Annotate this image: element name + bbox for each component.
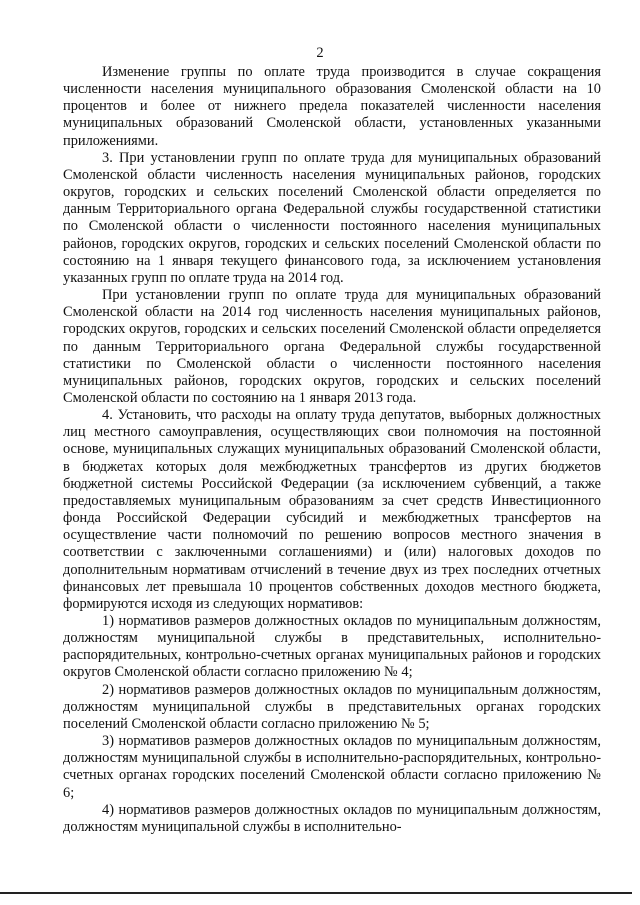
paragraph-2014-groups: При установлении групп по оплате труда для муниципальных образований Смоленской области на 2014 год численность населения муниципальных районов, городских округов, городских и сельских поселений Смоленской области определяется по данным Территориального органа Федеральной службы государственной статистики по Смоленской области о численности постоянного населения муниципальных районов, городских округов, городских и сельских поселений Смоленской области по состоянию на 1 января 2013 года.: [63, 287, 601, 406]
list-item-norm-1: 1) нормативов размеров должностных окладов по муниципальным должностям, должностям муниципальной службы в представительных, исполнительно-распорядительных, контрольно-счетных органах муниципальных районов и городских округов Смоленской области согласно приложению № 4;: [63, 613, 601, 681]
list-item-norm-4: 4) нормативов размеров должностных окладов по муниципальным должностям, должностям муниципальной службы в исполнительно-: [63, 801, 601, 835]
list-item-norm-2: 2) нормативов размеров должностных окладов по муниципальным должностям, должностям муниципальной службы в представительных органах городских поселений Смоленской области согласно приложению № 5;: [63, 681, 601, 732]
page-number: 2: [316, 45, 324, 61]
paragraph-item-4: 4. Установить, что расходы на оплату труда депутатов, выборных должностных лиц местного самоуправления, осуществляющих свои полномочия на постоянной основе, муниципальных служащих муниципальных образований Смоленской области, в бюджетах которых доля межбюджетных трансфертов из других бюджетов бюджетной системы Российской Федерации (за исключением субвенций, а также предоставляемых муниципальным образованиям за счет средств Инвестиционного фонда Российской Федерации субсидий и межбюджетных трансфертов на осуществление части полномочий по решению вопросов местного значения в соответствии с заключенными соглашениями) и (или) налоговых доходов по дополнительным нормативам отчислений в течение двух из трех последних отчетных финансовых лет превышала 10 процентов собственных доходов местного бюджета, формируются исходя из следующих нормативов:: [63, 407, 601, 612]
page-bottom-rule: [0, 892, 632, 894]
document-body: [63, 64, 601, 836]
list-item-norm-3: 3) нормативов размеров должностных окладов по муниципальным должностям, должностям муниципальной службы в исполнительно-распорядительных, контрольно-счетных органах городских поселений Смоленской области согласно приложению № 6;: [63, 733, 601, 801]
paragraph-group-change: Изменение группы по оплате труда производится в случае сокращения численности населения муниципального образования Смоленской области на 10 процентов и более от нижнего предела показателей численности населения муниципальных образований Смоленской области, установленных указанными приложениями.: [63, 64, 601, 149]
paragraph-item-3: 3. При установлении групп по оплате труда для муниципальных образований Смоленской области численность населения муниципальных районов, городских округов, городских и сельских поселений Смоленской области определяется по данным Территориального органа Федеральной службы государственной статистики по Смоленской области о численности постоянного населения муниципальных районов, городских округов, городских и сельских поселений Смоленской области по состоянию на 1 января текущего финансового года, за исключением установления указанных групп по оплате труда на 2014 год.: [63, 149, 601, 286]
